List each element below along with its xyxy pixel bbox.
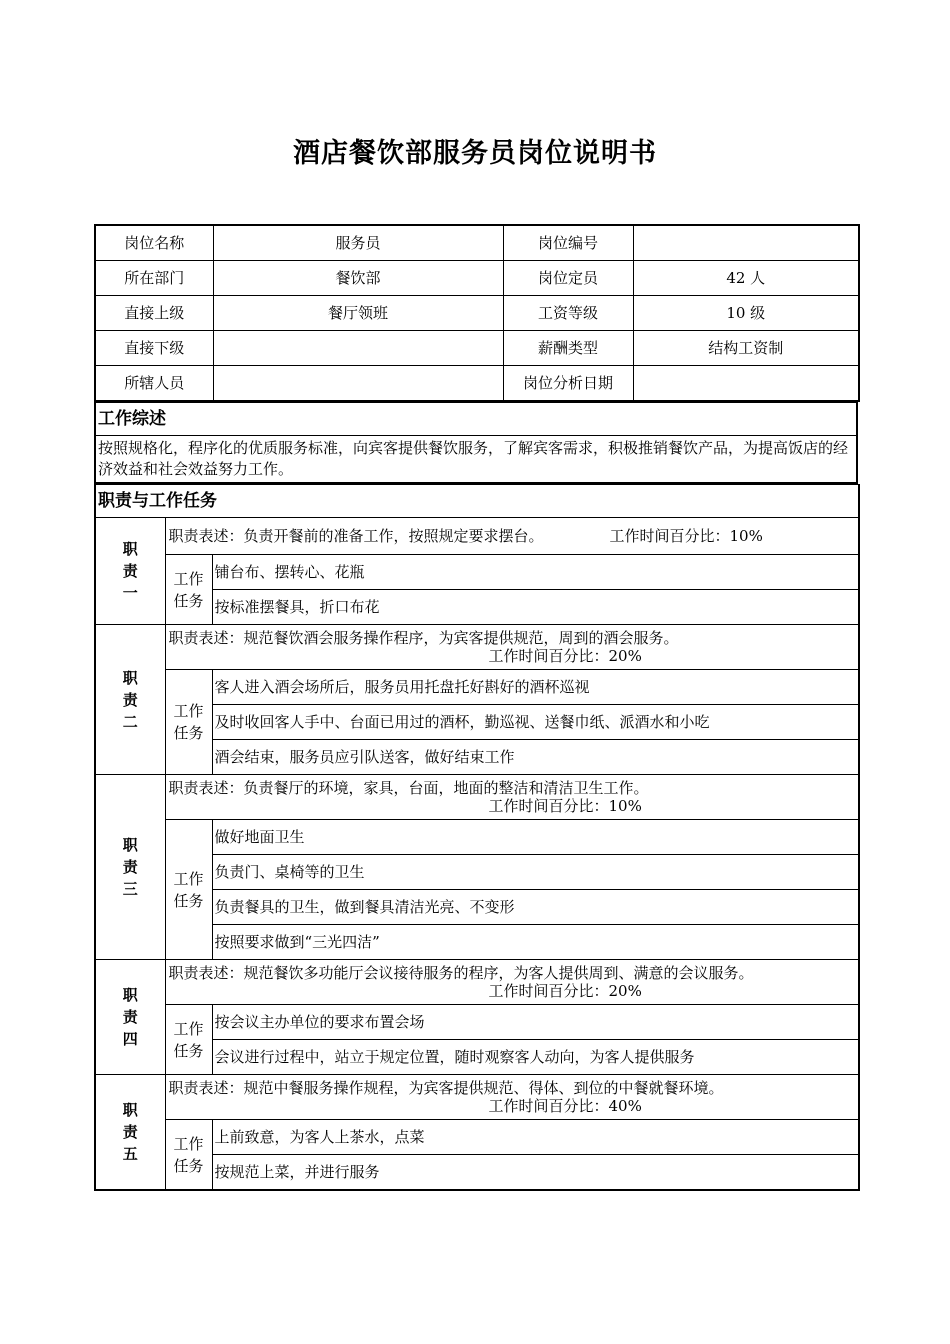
job-description-form — [94, 224, 858, 1191]
info-value — [213, 366, 503, 402]
info-label: 所辖人员 — [95, 366, 213, 402]
task-item: 负责门、桌椅等的卫生 — [212, 855, 859, 890]
task-item: 上前致意，为客人上茶水，点菜 — [212, 1120, 859, 1155]
task-item: 按规范上菜，并进行服务 — [212, 1155, 859, 1191]
info-row — [95, 225, 859, 261]
duties-heading: 职责与工作任务 — [95, 485, 859, 518]
task-item: 酒会结束，服务员应引队送客，做好结束工作 — [212, 740, 859, 775]
duty-statement: 职责表述：负责餐厅的环境，家具，台面，地面的整洁和清洁卫生工作。 工作时间百分比：10% — [165, 775, 859, 820]
duty-label: 职 责 五 — [95, 1075, 165, 1191]
basic-info-table — [94, 224, 860, 402]
info-value: 10 级 — [633, 296, 859, 331]
info-row — [95, 296, 859, 331]
info-row — [95, 261, 859, 296]
info-value: 结构工资制 — [633, 331, 859, 366]
summary-heading: 工作综述 — [95, 403, 857, 436]
task-item: 会议进行过程中，站立于规定位置，随时观察客人动向，为客人提供服务 — [212, 1040, 859, 1075]
duty-percent: 工作时间百分比：10% — [609, 527, 763, 545]
duty-percent: 工作时间百分比：20% — [488, 647, 642, 665]
duty-percent: 工作时间百分比：40% — [488, 1097, 642, 1115]
task-label: 工作 任务 — [165, 670, 212, 775]
duty-label: 职 责 二 — [95, 625, 165, 775]
duty-statement: 职责表述：规范餐饮酒会服务操作程序，为宾客提供规范，周到的酒会服务。 工作时间百分比：20% — [165, 625, 859, 670]
page-title: 酒店餐饮部服务员岗位说明书 — [293, 138, 657, 169]
task-label: 工作 任务 — [165, 820, 212, 960]
task-item: 按标准摆餐具，折口布花 — [212, 590, 859, 625]
task-item: 铺台布、摆转心、花瓶 — [212, 555, 859, 590]
duty-label: 职 责 三 — [95, 775, 165, 960]
task-label: 工作 任务 — [165, 1005, 212, 1075]
info-value — [213, 331, 503, 366]
task-item: 按会议主办单位的要求布置会场 — [212, 1005, 859, 1040]
info-value: 餐饮部 — [213, 261, 503, 296]
info-row — [95, 366, 859, 402]
task-item: 按照要求做到“三光四洁” — [212, 925, 859, 960]
summary-text: 按照规格化，程序化的优质服务标准，向宾客提供餐饮服务，了解宾客需求，积极推销餐饮产品，为提高饭店的经济效益和社会效益努力工作。 — [95, 436, 857, 484]
duty-statement: 职责表述：规范餐饮多功能厅会议接待服务的程序，为客人提供周到、满意的会议服务。 工作时间百分比：20% — [165, 960, 859, 1005]
info-label: 岗位编号 — [503, 225, 633, 261]
info-value: 服务员 — [213, 225, 503, 261]
info-label: 工资等级 — [503, 296, 633, 331]
task-label: 工作 任务 — [165, 1120, 212, 1191]
info-label: 岗位定员 — [503, 261, 633, 296]
duty-percent: 工作时间百分比：20% — [488, 982, 642, 1000]
task-label: 工作 任务 — [165, 555, 212, 625]
info-label: 直接下级 — [95, 331, 213, 366]
info-label: 岗位名称 — [95, 225, 213, 261]
info-value — [633, 225, 859, 261]
info-label: 薪酬类型 — [503, 331, 633, 366]
duty-statement: 职责表述：规范中餐服务操作规程，为宾客提供规范、得体、到位的中餐就餐环境。 工作时间百分比：40% — [165, 1075, 859, 1120]
duties-table — [94, 484, 860, 1191]
task-item: 负责餐具的卫生，做到餐具清洁光亮、不变形 — [212, 890, 859, 925]
info-row — [95, 331, 859, 366]
task-item: 及时收回客人手中、台面已用过的酒杯，勤巡视、送餐巾纸、派酒水和小吃 — [212, 705, 859, 740]
duty-label: 职 责 四 — [95, 960, 165, 1075]
summary-table — [94, 402, 858, 484]
info-label: 岗位分析日期 — [503, 366, 633, 402]
info-value — [633, 366, 859, 402]
info-value: 餐厅领班 — [213, 296, 503, 331]
info-label: 直接上级 — [95, 296, 213, 331]
duty-percent: 工作时间百分比：10% — [488, 797, 642, 815]
duty-label: 职 责 一 — [95, 518, 165, 625]
task-item: 客人进入酒会场所后，服务员用托盘托好斟好的酒杯巡视 — [212, 670, 859, 705]
info-value: 42 人 — [633, 261, 859, 296]
info-label: 所在部门 — [95, 261, 213, 296]
duty-statement: 职责表述：负责开餐前的准备工作，按照规定要求摆台。 工作时间百分比：10% — [165, 518, 859, 555]
task-item: 做好地面卫生 — [212, 820, 859, 855]
